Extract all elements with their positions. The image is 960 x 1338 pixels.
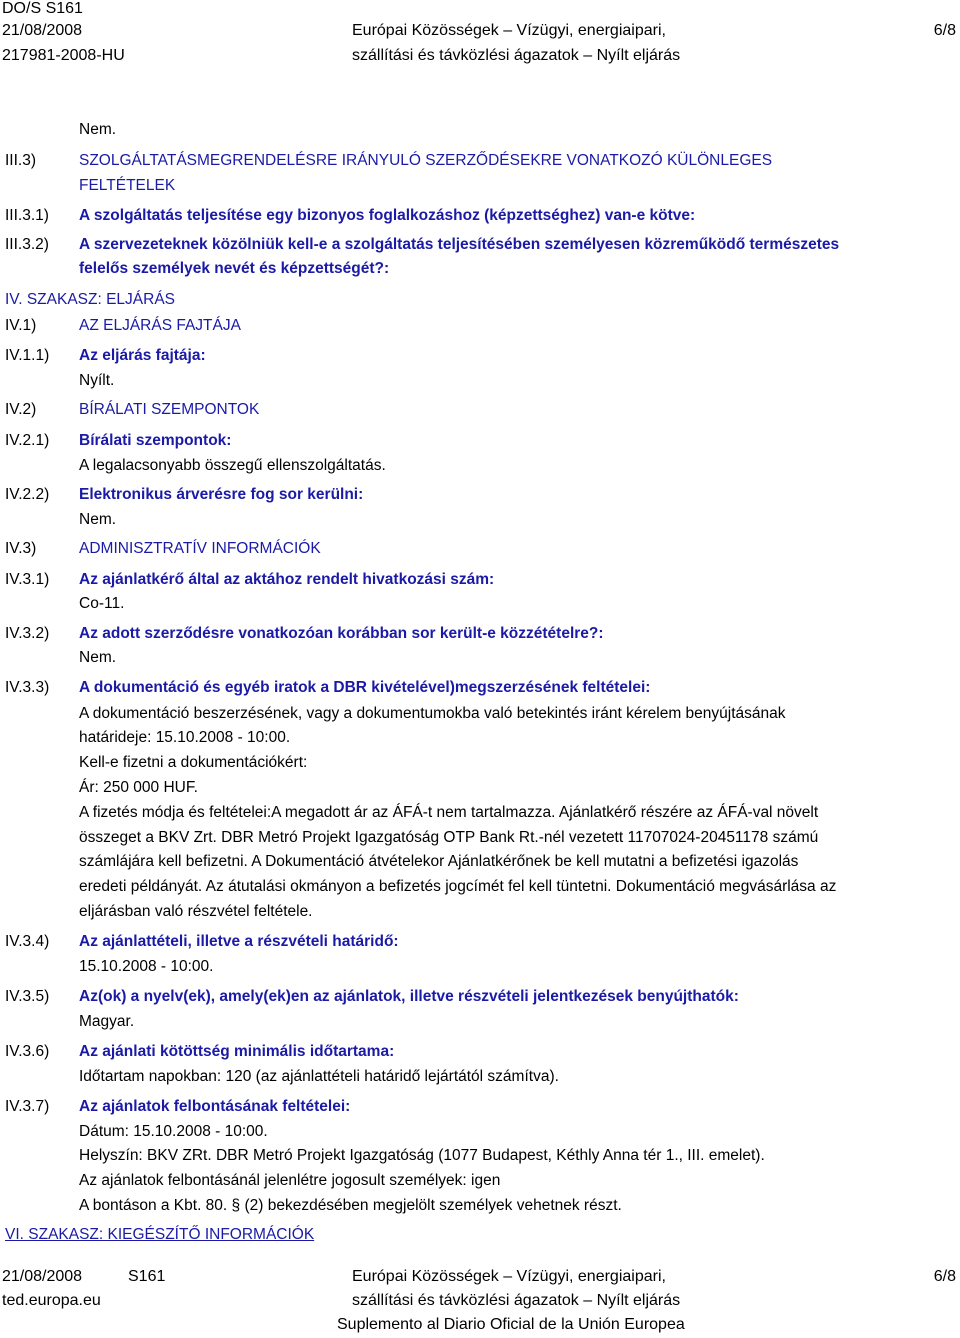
- section-number: IV.3.5): [5, 988, 50, 1005]
- paragraph-line: A bontáson a Kbt. 80. § (2) bekezdésében megjelölt személyek vehetnek részt.: [79, 1197, 622, 1214]
- value-text: Co-11.: [79, 595, 125, 612]
- section-title: ADMINISZTRATÍV INFORMÁCIÓK: [79, 540, 321, 557]
- paragraph-line: A fizetés módja és feltételei:A megadott ár az ÁFÁ-t nem tartalmazza. Ajánlatkérő részére az ÁFÁ-val növelt: [79, 804, 819, 821]
- paragraph-line: határideje: 15.10.2008 - 10:00.: [79, 729, 291, 746]
- header-page: 6/8: [933, 22, 956, 39]
- section-title: BÍRÁLATI SZEMPONTOK: [79, 401, 260, 418]
- footer-title-line3: Suplemento al Diario Oficial de la Unión Europea: [337, 1316, 685, 1333]
- doc-id: DO/S S161: [2, 0, 83, 17]
- value-text: Időtartam napokban: 120 (az ajánlattételi határidő lejártától számítva).: [79, 1068, 559, 1085]
- field-label: Az ajánlati kötöttség minimális időtartama:: [79, 1043, 395, 1060]
- field-label: Bírálati szempontok:: [79, 432, 232, 449]
- field-label: A szolgáltatás teljesítése egy bizonyos foglalkozáshoz (képzettséghez) van-e kötve:: [79, 207, 696, 224]
- field-label: A dokumentáció és egyéb iratok a DBR kivételével)megszerzésének feltételei:: [79, 679, 651, 696]
- section-number: IV.3.7): [5, 1098, 50, 1115]
- section-number: III.3): [5, 152, 37, 169]
- value-text: Magyar.: [79, 1013, 135, 1030]
- section-number: IV.2.1): [5, 432, 50, 449]
- section-number: IV.3.2): [5, 625, 50, 642]
- paragraph-line: Kell-e fizetni a dokumentációkért:: [79, 754, 308, 771]
- section-number: IV.3.6): [5, 1043, 50, 1060]
- section-title: SZOLGÁLTATÁSMEGRENDELÉSRE IRÁNYULÓ SZERZŐDÉSEKRE VONATKOZÓ KÜLÖNLEGES: [79, 152, 773, 169]
- footer-title-line1: Európai Közösségek – Vízügyi, energiaipari,: [352, 1268, 666, 1285]
- header-title-line2: szállítási és távközlési ágazatok – Nyílt eljárás: [352, 47, 681, 64]
- header-date: 21/08/2008: [2, 22, 83, 39]
- field-label: Elektronikus árverésre fog sor kerülni:: [79, 486, 364, 503]
- field-label: Az ajánlatok felbontásának feltételei:: [79, 1098, 351, 1115]
- value-text: Nem.: [79, 121, 117, 138]
- section-heading: VI. SZAKASZ: KIEGÉSZÍTŐ INFORMÁCIÓK: [5, 1226, 315, 1243]
- field-label: A szervezeteknek közölniük kell-e a szolgáltatás teljesítésében személyesen közreműködő természetes: [79, 236, 840, 253]
- paragraph-line: A dokumentáció beszerzésének, vagy a dokumentumokba való betekintés iránt kérelem benyújtásának: [79, 705, 786, 722]
- field-label: Az(ok) a nyelv(ek), amely(ek)en az ajánlatok, illetve részvételi jelentkezések benyújthatók:: [79, 988, 739, 1005]
- section-title: AZ ELJÁRÁS FAJTÁJA: [79, 317, 241, 334]
- section-heading: IV. SZAKASZ: ELJÁRÁS: [5, 291, 175, 308]
- paragraph-line: számlájára kell befizetni. A Dokumentáció átvételekor Ajánlatkérőnek be kell mutatni a befizetési igazolás: [79, 853, 799, 870]
- field-label: Az ajánlatkérő által az aktához rendelt hivatkozási szám:: [79, 571, 495, 588]
- section-number: IV.2.2): [5, 486, 50, 503]
- value-text: Nem.: [79, 511, 117, 528]
- paragraph-line: Az ajánlatok felbontásánál jelenlétre jogosult személyek: igen: [79, 1172, 501, 1189]
- section-number: IV.3.1): [5, 571, 50, 588]
- header-ref: 217981-2008-HU: [2, 47, 125, 64]
- header-title-line1: Európai Közösségek – Vízügyi, energiaipari,: [352, 22, 666, 39]
- field-label: felelős személyek nevét és képzettségét?:: [79, 260, 390, 277]
- section-number: III.3.1): [5, 207, 49, 224]
- paragraph-line: Dátum: 15.10.2008 - 10:00.: [79, 1123, 268, 1140]
- value-text: A legalacsonyabb összegű ellenszolgáltatás.: [79, 457, 386, 474]
- value-text: Nem.: [79, 649, 117, 666]
- footer-date: 21/08/2008: [2, 1268, 83, 1285]
- paragraph-line: összeget a BKV Zrt. DBR Metró Projekt Igazgatóság OTP Bank Rt.-nél vezetett 11707024-20451178 számú: [79, 829, 819, 846]
- paragraph-line: eljárásban való részvétel feltétele.: [79, 903, 313, 920]
- section-number: IV.3.4): [5, 933, 50, 950]
- footer-page: 6/8: [933, 1268, 956, 1285]
- section-number: IV.3.3): [5, 679, 50, 696]
- section-number: III.3.2): [5, 236, 49, 253]
- section-number: IV.3): [5, 540, 37, 557]
- paragraph-line: eredeti példányát. Az átutalási okmányon a befizetés jogcímét fel kell tüntetni. Dokumentáció megvásárlása az: [79, 878, 837, 895]
- section-title: FELTÉTELEK: [79, 177, 176, 194]
- section-number: IV.1): [5, 317, 37, 334]
- value-text: 15.10.2008 - 10:00.: [79, 958, 214, 975]
- field-label: Az eljárás fajtája:: [79, 347, 206, 364]
- paragraph-line: Ár: 250 000 HUF.: [79, 779, 198, 796]
- section-number: IV.2): [5, 401, 37, 418]
- field-label: Az adott szerződésre vonatkozóan korábban sor került-e közzétételre?:: [79, 625, 604, 642]
- footer-series: S161: [128, 1268, 166, 1285]
- paragraph-line: Helyszín: BKV ZRt. DBR Metró Projekt Igazgatóság (1077 Budapest, Kéthly Anna tér 1., III. emelet).: [79, 1147, 765, 1164]
- footer-site-link[interactable]: ted.europa.eu: [2, 1292, 101, 1309]
- field-label: Az ajánlattételi, illetve a részvételi határidő:: [79, 933, 399, 950]
- value-text: Nyílt.: [79, 372, 115, 389]
- footer-title-line2: szállítási és távközlési ágazatok – Nyílt eljárás: [352, 1292, 681, 1309]
- section-number: IV.1.1): [5, 347, 50, 364]
